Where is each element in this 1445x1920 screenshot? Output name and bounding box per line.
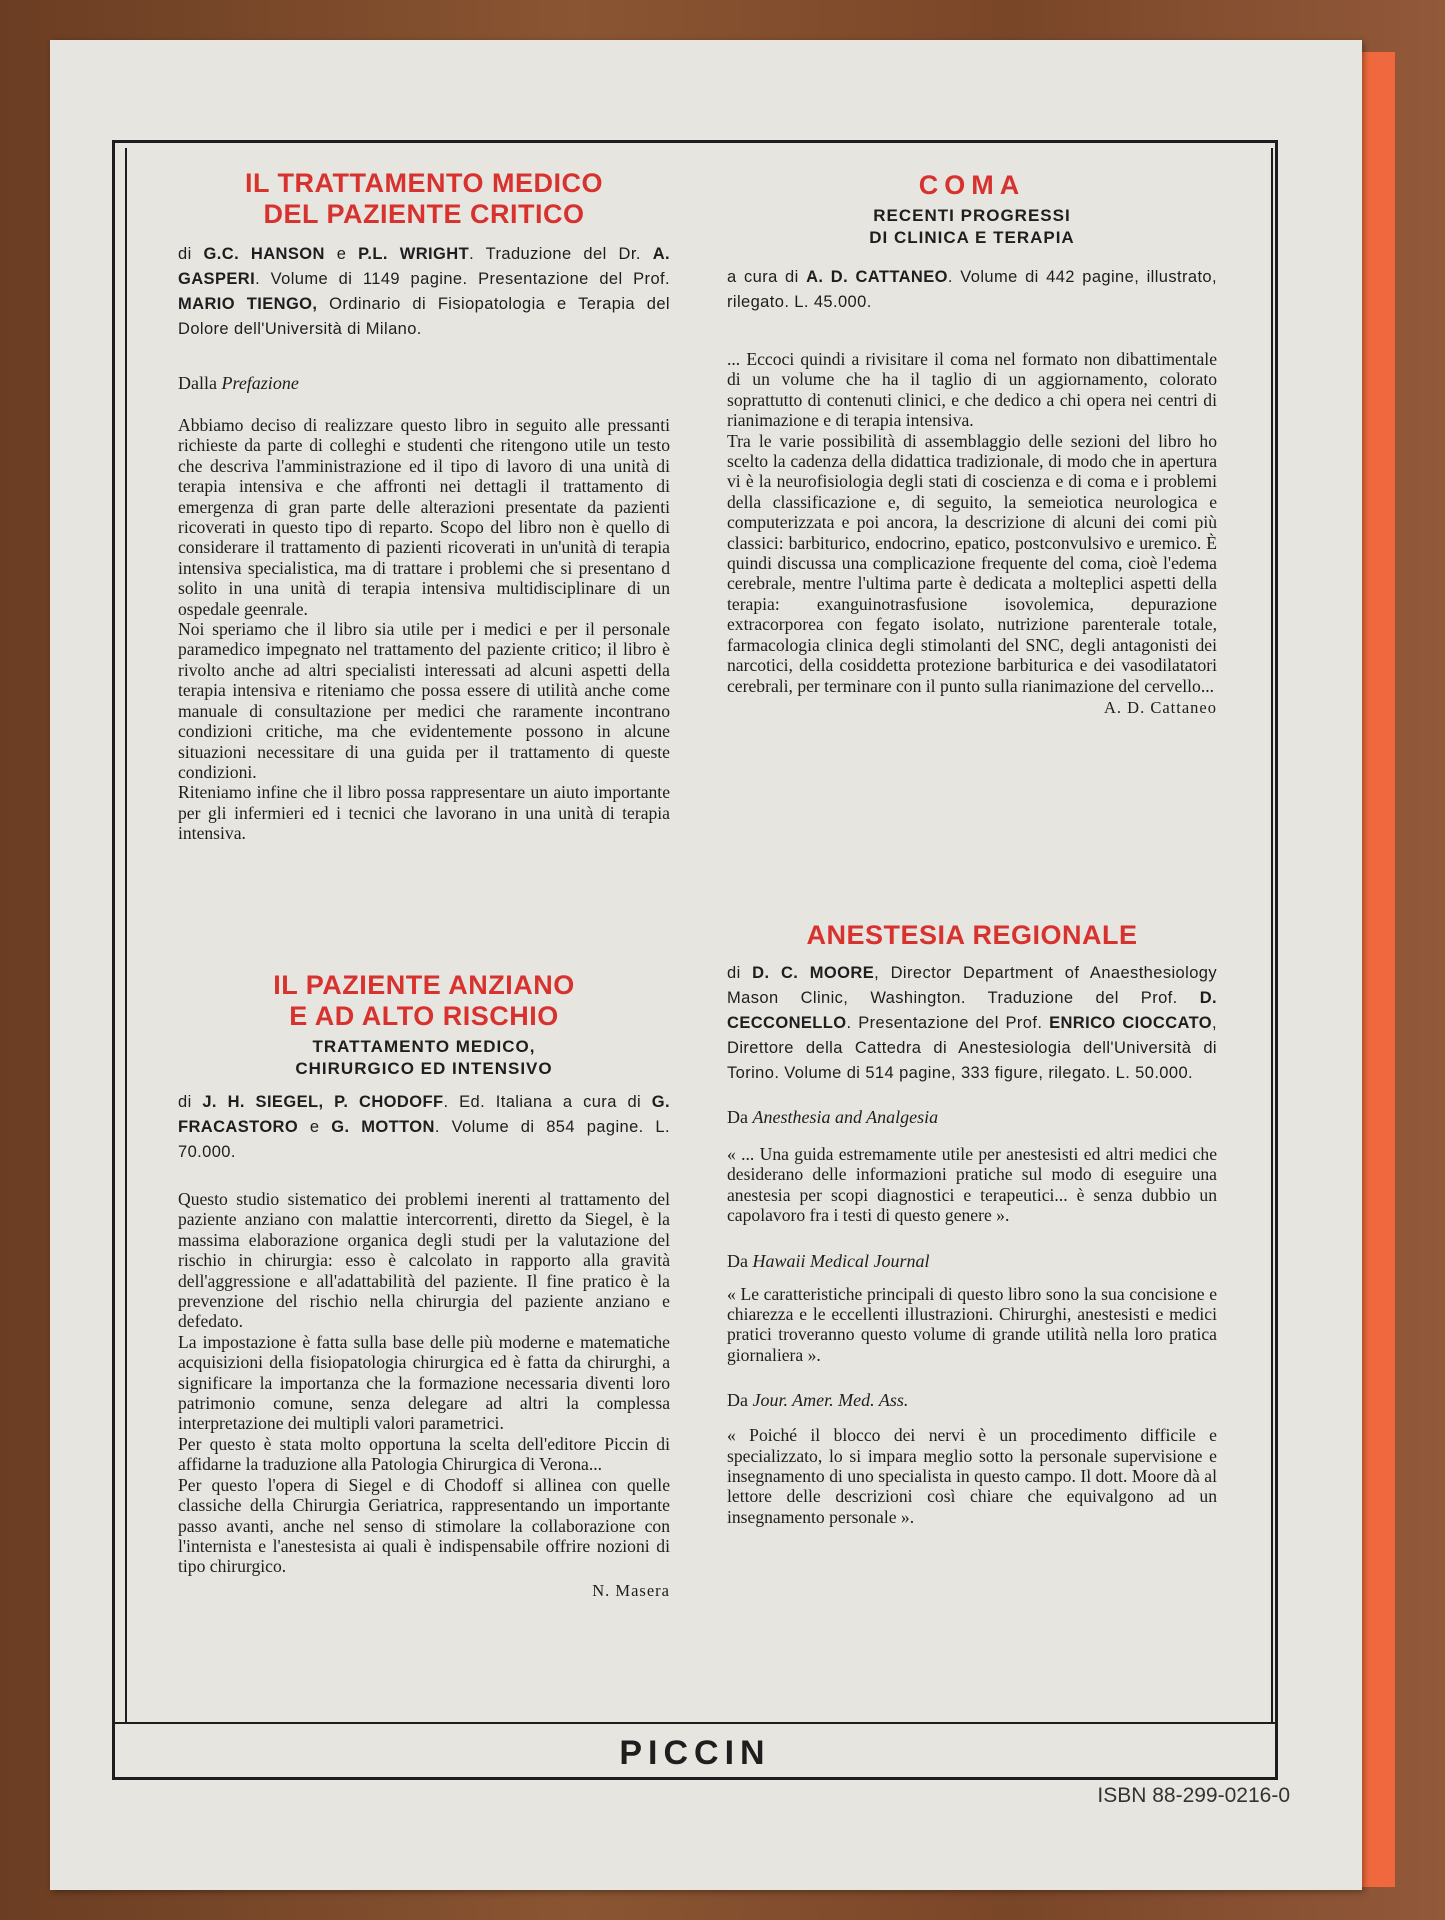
book-credits xyxy=(727,265,1217,315)
credit-text: di xyxy=(178,245,204,263)
review-text: « ... Una guida estremamente utile per anestesisti ed altri medici che desiderano delle informazioni pratiche sul modo di eseguire una anestesia per scopi diagnostici e terapeutici... è senza dubbio un capolavoro fra i testi di questo genere ». xyxy=(727,1144,1217,1226)
excerpt-text: Abbiamo deciso di realizzare questo libro in seguito alle pressanti richieste da parte di colleghi e studenti che ritengono utile un testo che descriva l'amministrazione ed il tipo di lavoro di una unità di terapia intensiva e che affronti nei dettagli il trattamento di emergenza di gran parte delle alterazioni presentate da pazienti ricoverati in questo tipo di reparto. Scopo del libro non è quello di considerare il trattamento di pazienti ricoverati in un'unità di terapia intensiva specialistica, ma di trattare i problemi che si presentano d solito in una unità di terapia intensiva multidisciplinare di un ospedale geenrale. Noi speriamo che il libro sia utile per i medici e per il personale paramedico impegnato nel trattamento del paziente critico; il libro è rivolto anche ad altri specialisti interessati ad alcuni aspetti della terapia intensiva e riteniamo che possa essere di utilità anche come manuale di consultazione per medici che raramente incontrano condizioni critiche, ma che evidentemente possono in alcune situazioni necessitare di una guida per il trattamento di queste condizioni. Riteniamo infine che il libro possa rappresentare un aiuto importante per gli infermieri ed i tecnici che lavorano in una unità di terapia intensiva. xyxy=(178,415,670,844)
credit-name: D. C. MOORE xyxy=(752,964,875,982)
credit-text: di xyxy=(178,1093,203,1111)
credit-name: P.L. WRIGHT xyxy=(358,245,470,263)
review-source: Da Anesthesia and Analgesia xyxy=(727,1107,939,1127)
book-subtitle: RECENTI PROGRESSI xyxy=(873,206,1071,225)
review-source: Da Hawaii Medical Journal xyxy=(727,1250,930,1271)
book-hanson xyxy=(178,168,670,844)
book-subtitle: DI CLINICA E TERAPIA xyxy=(869,228,1075,247)
credit-name: G. FRACASTORO xyxy=(178,1093,670,1136)
publisher-name: PICCIN xyxy=(619,1734,771,1772)
book-moore xyxy=(727,920,1217,1527)
excerpt-signature: N. Masera xyxy=(592,1580,670,1600)
book-subtitle: TRATTAMENTO MEDICO, xyxy=(312,1037,536,1056)
excerpt-text: Questo studio sistematico dei problemi inerenti al trattamento del paziente anziano con malattie intercorrenti, diretto da Siegel, è la massima elaborazione organica degli studi per la valutazione del rischio in chirurgia: esso è calcolato in rapporto alla gravità dell'aggressione e all'adattabilità del paziente. Il fine pratico è la prevenzione del rischio nella chirurgia del paziente anziano e defedato. La impostazione è fatta sulla base delle più moderne e matematiche acquisizioni della fisiopatologia chirurgica ed è fatta da chirurghi, a significare la importanza che la formazione necessaria diventi loro patrimonio comune, senza delegare ad altri la complessa interpretazione dei multipli valori parametrici. Per questo è stata molto opportuna la scelta dell'editore Piccin di affidarne la traduzione alla Patologia Chirurgica di Verona... Per questo l'opera di Siegel e di Chodoff si allinea con quelle classiche della Chirurgia Geriatrica, rappresentando un importante passo avanti, anche nel senso di stimolare la collaborazione con l'internista e l'anestesista ai quali è indispensabile offrire nozioni di tipo chirurgico. xyxy=(178,1189,670,1577)
credit-name: ENRICO CIOCCATO xyxy=(1049,1014,1213,1032)
review-text: « Poiché il blocco dei nervi è un procedimento difficile e specializzato, lo si impara meglio sotto la personale supervisione e insegnamento di uno specialista in questo campo. Il dott. Moore dà al lettore delle descrizioni così chiare che equivalgono ad un insegnamento personale ». xyxy=(727,1425,1217,1527)
book-credits xyxy=(178,242,670,342)
book-credits xyxy=(178,1090,670,1165)
review-source: Da Jour. Amer. Med. Ass. xyxy=(727,1390,909,1411)
book-title: DEL PAZIENTE CRITICO xyxy=(263,199,585,229)
credit-text: Ordinario di Fisiopatologia e Terapia del Dolore dell'Università di Milano. xyxy=(178,295,670,338)
publisher-divider xyxy=(115,1722,1275,1724)
book-title: ANESTESIA REGIONALE xyxy=(806,920,1138,950)
excerpt-text: ... Eccoci quindi a rivisitare il coma nel formato non dibattimentale di un volume che ha il taglio di un aggiornamento, colorato soprattutto di contenuti clinici, e che dedico a chi opera nei centri di rianimazione e di terapia intensiva. Tra le varie possibilità di assemblaggio delle sezioni del libro ho scelto la cadenza della didattica tradizionale, di modo che in apertura vi è la neurofisiologia degli stati di coscienza e di coma e i problemi della classificazione e, di seguito, la semeiotica neurologica e computerizzata e poi ancora, la descrizione di alcuni dei comi più classici: barbiturico, endocrino, epatico, postconvulsivo e uremico. È quindi discussa una complicazione frequente del coma, cioè l'edema cerebrale, mentre l'ultima parte è dedicata a molteplici aspetti della terapia: exanguinotrasfusione isovolemica, depurazione extracorporea con fegato isolato, nutrizione parenterale totale, farmacologia clinica degli stimolanti del SNC, degli antagonisti dei narcotici, della cosiddetta protezione barbiturica e dei vasodilatatori cerebrali, per terminare con il punto sulla rianimazione del cervello... xyxy=(727,349,1217,696)
credit-name: G. MOTTON xyxy=(331,1118,435,1136)
credit-text: e xyxy=(298,1118,332,1136)
credit-text: . Presentazione del Prof. xyxy=(846,1014,1050,1032)
credit-name: A. D. CATTANEO xyxy=(806,268,948,286)
book-title: COMA xyxy=(918,170,1026,200)
credit-text: . Traduzione del Dr. xyxy=(469,245,653,263)
credit-name: D. CECCONELLO xyxy=(727,989,1217,1032)
book-title: IL PAZIENTE ANZIANO xyxy=(273,970,575,1000)
credit-text: . Volume di 854 pagine. L. 70.000. xyxy=(178,1118,670,1161)
book-title: E AD ALTO RISCHIO xyxy=(289,1001,559,1031)
book-subtitle: CHIRURGICO ED INTENSIVO xyxy=(295,1059,553,1078)
credit-text: . Volume di 442 pagine, illustrato, rilegato. L. 45.000. xyxy=(727,268,1217,311)
excerpt-signature: A. D. Cattaneo xyxy=(1104,697,1217,717)
book-siegel xyxy=(178,970,670,1601)
credit-name: G.C. HANSON xyxy=(203,245,325,263)
credit-name: J. H. SIEGEL, P. CHODOFF xyxy=(202,1093,444,1111)
credit-text: . Volume di 1149 pagine. Presentazione del Prof. xyxy=(255,270,670,288)
book-credits xyxy=(727,961,1217,1086)
credit-text: e xyxy=(324,245,359,263)
book-coma xyxy=(727,170,1217,718)
credit-text: . Ed. Italiana a cura di xyxy=(443,1093,652,1111)
excerpt-source: Dalla Prefazione xyxy=(178,373,299,393)
credit-text: , Director Department of Anaesthesiology Mason Clinic, Washington. Traduzione del Prof. xyxy=(727,964,1217,1007)
credit-text: a cura di xyxy=(727,268,807,286)
credit-text: , Direttore della Cattedra di Anestesiologia dell'Università di Torino. Volume di 514 pagine, 333 figure, rilegato. L. 50.000. xyxy=(727,1014,1217,1082)
credit-name: MARIO TIENGO, xyxy=(178,295,318,313)
isbn-number: ISBN 88-299-0216-0 xyxy=(1097,1784,1290,1807)
review-text: « Le caratteristiche principali di questo libro sono la sua concisione e chiarezza e le eccellenti illustrazioni. Chirurghi, anestesisti e medici pratici troveranno questo volume di grande utilità nella loro pratica giornaliera ». xyxy=(727,1283,1217,1365)
credit-name: A. GASPERI xyxy=(178,245,670,288)
credit-text: di xyxy=(727,964,753,982)
book-title: IL TRATTAMENTO MEDICO xyxy=(245,168,603,198)
